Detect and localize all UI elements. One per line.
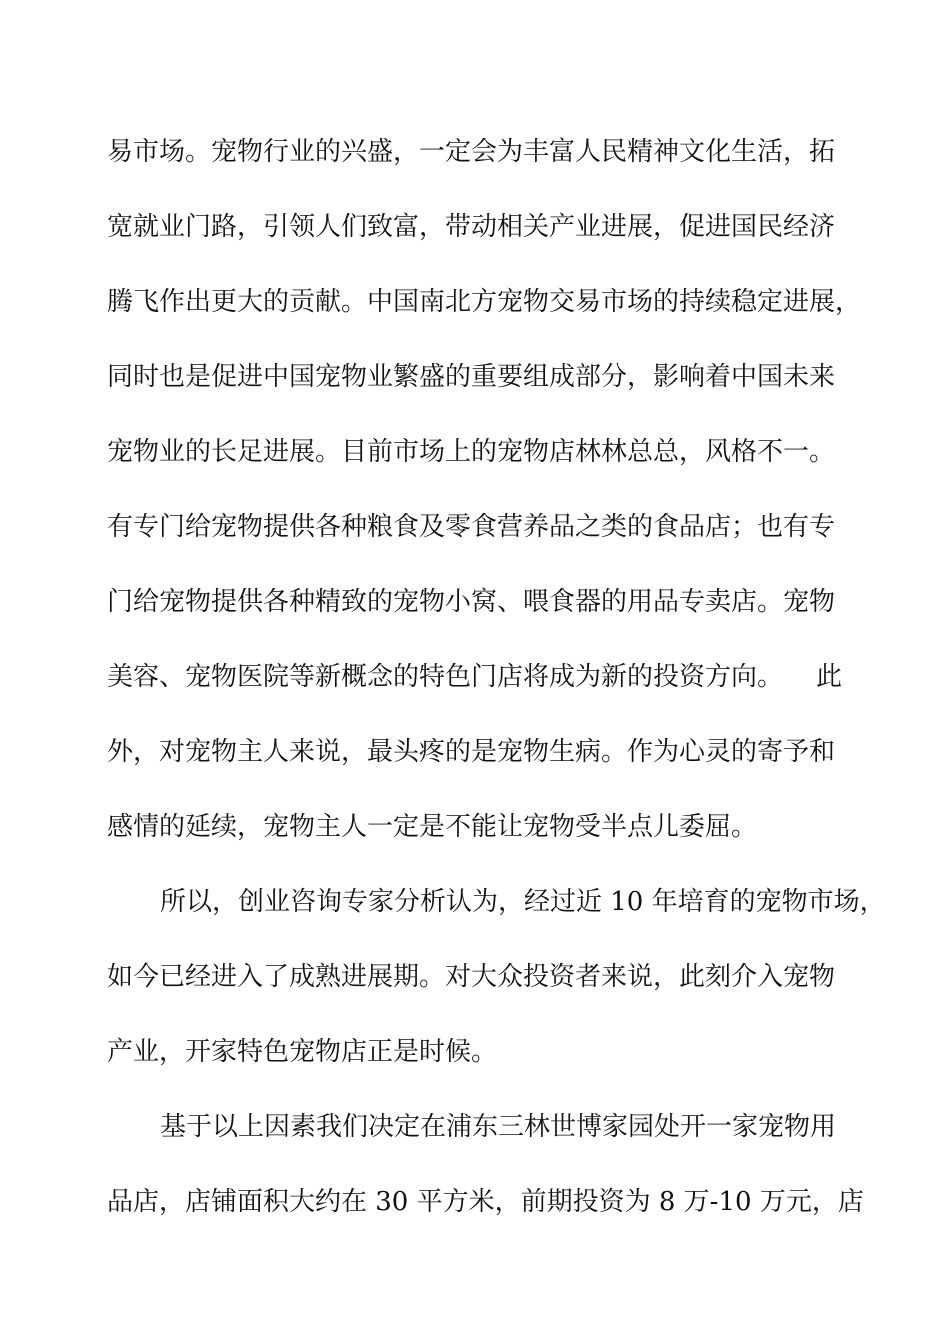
text-line: 门给宠物提供各种精致的宠物小窝、喂食器的用品专卖店。宠物 <box>107 587 836 617</box>
text-line: 宽就业门路，引领人们致富，带动相关产业进展，促进国民经济 <box>107 212 836 242</box>
paragraph-first-line: 基于以上因素我们决定在浦东三林世博家园处开一家宠物用 <box>160 1112 837 1142</box>
text-line: 同时也是促进中国宠物业繁盛的重要组成部分，影响着中国未来 <box>107 362 836 392</box>
text-line: 感情的延续，宠物主人一定是不能让宠物受半点儿委屈。 <box>107 812 758 842</box>
text-line: 如今已经进入了成熟进展期。对大众投资者来说，此刻介入宠物 <box>107 962 836 992</box>
text-line: 易市场。宠物行业的兴盛，一定会为丰富人民精神文化生活，拓 <box>107 137 836 167</box>
text-line: 宠物业的长足进展。目前市场上的宠物店林林总总，风格不一。 <box>107 437 836 467</box>
text-line: 产业，开家特色宠物店正是时候。 <box>107 1037 498 1067</box>
text-line: 美容、宠物医院等新概念的特色门店将成为新的投资方向。 此 <box>107 662 843 692</box>
text-line: 有专门给宠物提供各种粮食及零食营养品之类的食品店；也有专 <box>107 512 836 542</box>
paragraph-first-line: 所以，创业咨询专家分析认为，经过近 10 年培育的宠物市场， <box>160 887 886 917</box>
text-line: 品店，店铺面积大约在 30 平方米，前期投资为 8 万-10 万元，店 <box>107 1187 864 1217</box>
text-line: 外，对宠物主人来说，最头疼的是宠物生病。作为心灵的寄予和 <box>107 737 836 767</box>
text-line: 腾飞作出更大的贡献。中国南北方宠物交易市场的持续稳定进展， <box>107 287 862 317</box>
